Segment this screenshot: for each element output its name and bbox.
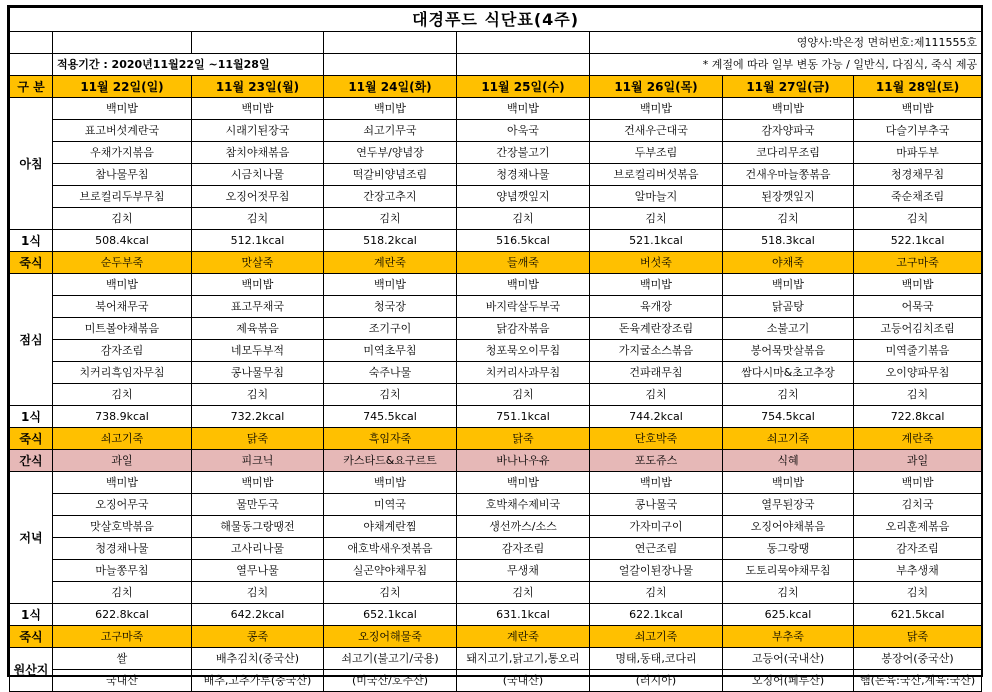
porridge-item: 쇠고기죽 — [723, 428, 854, 450]
snack-item: 식혜 — [723, 450, 854, 472]
notice-text: * 계절에 따라 일부 변동 가능 / 일반식, 다짐식, 죽식 제공 — [590, 54, 982, 76]
porridge-item: 고구마죽 — [854, 252, 982, 274]
menu-item: 오이양파무침 — [854, 362, 982, 384]
snack-item: 과일 — [854, 450, 982, 472]
breakfast-label: 아침 — [10, 98, 53, 230]
porridge-item: 흑임자죽 — [324, 428, 457, 450]
porridge-item: 쇠고기죽 — [53, 428, 192, 450]
porridge-item: 순두부죽 — [53, 252, 192, 274]
menu-item: 김치 — [854, 208, 982, 230]
origin-item: 국내산 — [53, 670, 192, 692]
kcal-value: 738.9kcal — [53, 406, 192, 428]
porridge-item: 오징어해물죽 — [324, 626, 457, 648]
menu-item: 백미밥 — [590, 98, 723, 120]
origin-item: 고등어(국내산) — [723, 648, 854, 670]
menu-item: 감자조림 — [854, 538, 982, 560]
menu-item: 야채계란찜 — [324, 516, 457, 538]
menu-item: 간장불고기 — [457, 142, 590, 164]
menu-item: 백미밥 — [324, 98, 457, 120]
breakfast-menu-row — [10, 164, 982, 186]
day-header: 11월 27일(금) — [723, 76, 854, 98]
menu-item: 백미밥 — [590, 472, 723, 494]
menu-item: 김치 — [53, 384, 192, 406]
lunch-menu-row — [10, 384, 982, 406]
menu-item: 소불고기 — [723, 318, 854, 340]
menu-item: 김치 — [590, 582, 723, 604]
kcal-value: 642.2kcal — [192, 604, 324, 626]
menu-item: 마늘쫑무침 — [53, 560, 192, 582]
menu-item: 건새우근대국 — [590, 120, 723, 142]
origin-item: 명태,동태,코다리 — [590, 648, 723, 670]
menu-item: 동그랑땡 — [723, 538, 854, 560]
kcal-value: 751.1kcal — [457, 406, 590, 428]
menu-item: 오징어야채볶음 — [723, 516, 854, 538]
menu-item: 아욱국 — [457, 120, 590, 142]
menu-item: 부추생채 — [854, 560, 982, 582]
porridge-item: 부추죽 — [723, 626, 854, 648]
porridge-item: 들깨죽 — [457, 252, 590, 274]
origin-item: 쇠고기(불고기/국용) — [324, 648, 457, 670]
menu-item: 고등어김치조림 — [854, 318, 982, 340]
menu-item: 백미밥 — [457, 98, 590, 120]
kcal-value: 518.3kcal — [723, 230, 854, 252]
menu-item: 코다리무조림 — [723, 142, 854, 164]
menu-item: 닭곰탕 — [723, 296, 854, 318]
breakfast-menu-row — [10, 98, 982, 120]
header-label: 구 분 — [10, 76, 53, 98]
dinner-menu-row — [10, 538, 982, 560]
menu-item: 백미밥 — [192, 472, 324, 494]
origin-item: 봉장어(중국산) — [854, 648, 982, 670]
origin-row — [10, 670, 982, 692]
menu-item: 백미밥 — [53, 472, 192, 494]
snack-item: 카스타드&요구르트 — [324, 450, 457, 472]
menu-item: 백미밥 — [723, 472, 854, 494]
menu-item: 육개장 — [590, 296, 723, 318]
origin-item: 쌀 — [53, 648, 192, 670]
menu-item: 청경채무침 — [854, 164, 982, 186]
porridge-item: 닭죽 — [192, 428, 324, 450]
menu-item: 죽순채조림 — [854, 186, 982, 208]
menu-item: 백미밥 — [590, 274, 723, 296]
menu-item: 돈육계란장조림 — [590, 318, 723, 340]
menu-item: 감자조림 — [53, 340, 192, 362]
period-label: 적용기간 : 2020년11월22일 ~11월28일 — [53, 54, 324, 76]
menu-item: 애호박새우젓볶음 — [324, 538, 457, 560]
one-meal-label: 1식 — [10, 604, 53, 626]
menu-item: 양념깻잎지 — [457, 186, 590, 208]
origin-item: (미국산/호주산) — [324, 670, 457, 692]
nutritionist-info: 영양사:박은정 면허번호:제111555호 — [590, 32, 982, 54]
kcal-value: 745.5kcal — [324, 406, 457, 428]
menu-item: 고사리나물 — [192, 538, 324, 560]
menu-item: 청경채나물 — [53, 538, 192, 560]
menu-item: 김치 — [192, 582, 324, 604]
lunch-menu-row — [10, 362, 982, 384]
menu-item: 네모두부적 — [192, 340, 324, 362]
menu-item: 떡갈비양념조림 — [324, 164, 457, 186]
dinner-menu-row — [10, 516, 982, 538]
porridge-label: 죽식 — [10, 626, 53, 648]
kcal-value: 522.1kcal — [854, 230, 982, 252]
lunch-label: 점심 — [10, 274, 53, 406]
menu-item: 청포묵오이무침 — [457, 340, 590, 362]
menu-item: 건새우마늘쫑볶음 — [723, 164, 854, 186]
day-header: 11월 24일(화) — [324, 76, 457, 98]
menu-item: 열무나물 — [192, 560, 324, 582]
dinner-kcal-row — [10, 604, 982, 626]
dinner-menu-row — [10, 472, 982, 494]
kcal-value: 625.kcal — [723, 604, 854, 626]
porridge-item: 쇠고기죽 — [590, 626, 723, 648]
lunch-menu-row — [10, 274, 982, 296]
menu-item: 맛살호박볶음 — [53, 516, 192, 538]
kcal-value: 732.2kcal — [192, 406, 324, 428]
menu-item: 가자미구이 — [590, 516, 723, 538]
menu-item: 다슬기부추국 — [854, 120, 982, 142]
page-title: 대경푸드 식단표(4주) — [10, 8, 982, 32]
menu-item: 미트볼야채볶음 — [53, 318, 192, 340]
menu-item: 치커리사과무침 — [457, 362, 590, 384]
origin-label: 원산지 — [10, 648, 53, 692]
dinner-label: 저녁 — [10, 472, 53, 604]
menu-item: 숙주나물 — [324, 362, 457, 384]
one-meal-label: 1식 — [10, 230, 53, 252]
menu-item: 청경채나물 — [457, 164, 590, 186]
day-header: 11월 22일(일) — [53, 76, 192, 98]
lunch-menu-row — [10, 318, 982, 340]
menu-item: 콩나물국 — [590, 494, 723, 516]
menu-item: 김치 — [854, 384, 982, 406]
origin-item: 돼지고기,닭고기,통오리 — [457, 648, 590, 670]
porridge-item: 야채죽 — [723, 252, 854, 274]
lunch-kcal-row — [10, 406, 982, 428]
kcal-value: 754.5kcal — [723, 406, 854, 428]
menu-item: 참치야채볶음 — [192, 142, 324, 164]
menu-item: 호박채수제비국 — [457, 494, 590, 516]
menu-item: 가지굴소스볶음 — [590, 340, 723, 362]
menu-item: 연근조림 — [590, 538, 723, 560]
lunch-porridge-row — [10, 428, 982, 450]
porridge-item: 고구마죽 — [53, 626, 192, 648]
menu-item: 백미밥 — [723, 98, 854, 120]
porridge-label: 죽식 — [10, 252, 53, 274]
menu-item: 김치 — [457, 384, 590, 406]
menu-item: 간장고추지 — [324, 186, 457, 208]
snack-item: 포도쥬스 — [590, 450, 723, 472]
day-header: 11월 28일(토) — [854, 76, 982, 98]
menu-item: 조기구이 — [324, 318, 457, 340]
menu-item: 열무된장국 — [723, 494, 854, 516]
menu-item: 백미밥 — [854, 274, 982, 296]
lunch-menu-row — [10, 296, 982, 318]
menu-item: 김치 — [723, 582, 854, 604]
menu-table — [9, 7, 982, 692]
menu-item: 참나물무침 — [53, 164, 192, 186]
menu-item: 오징어젓무침 — [192, 186, 324, 208]
dinner-porridge-row — [10, 626, 982, 648]
menu-item: 김치 — [457, 582, 590, 604]
porridge-item: 닭죽 — [854, 626, 982, 648]
menu-item: 알마늘지 — [590, 186, 723, 208]
menu-item: 김치 — [192, 384, 324, 406]
menu-item: 백미밥 — [324, 472, 457, 494]
menu-item: 마파두부 — [854, 142, 982, 164]
dinner-menu-row — [10, 494, 982, 516]
menu-item: 쌈다시마&초고추장 — [723, 362, 854, 384]
menu-item: 봉어묵맛살볶음 — [723, 340, 854, 362]
kcal-value: 631.1kcal — [457, 604, 590, 626]
menu-item: 얼갈이된장나물 — [590, 560, 723, 582]
lunch-menu-row — [10, 340, 982, 362]
menu-item: 물만두국 — [192, 494, 324, 516]
kcal-value: 652.1kcal — [324, 604, 457, 626]
menu-item: 바지락살두부국 — [457, 296, 590, 318]
breakfast-menu-row — [10, 142, 982, 164]
menu-item: 시래기된장국 — [192, 120, 324, 142]
menu-item: 브로컬리버섯볶음 — [590, 164, 723, 186]
menu-item: 김치 — [723, 208, 854, 230]
kcal-value: 622.8kcal — [53, 604, 192, 626]
origin-row — [10, 648, 982, 670]
menu-item: 도토리묵야채무침 — [723, 560, 854, 582]
origin-item: 배추김치(중국산) — [192, 648, 324, 670]
porridge-item: 단호박죽 — [590, 428, 723, 450]
menu-item: 백미밥 — [457, 472, 590, 494]
breakfast-menu-row — [10, 186, 982, 208]
menu-item: 연두부/양념장 — [324, 142, 457, 164]
kcal-value: 512.1kcal — [192, 230, 324, 252]
snack-item: 과일 — [53, 450, 192, 472]
kcal-value: 521.1kcal — [590, 230, 723, 252]
porridge-item: 계란죽 — [324, 252, 457, 274]
menu-item: 김치 — [324, 582, 457, 604]
menu-item: 청국장 — [324, 296, 457, 318]
porridge-item: 계란죽 — [457, 626, 590, 648]
menu-item: 오징어무국 — [53, 494, 192, 516]
kcal-value: 722.8kcal — [854, 406, 982, 428]
breakfast-porridge-row — [10, 252, 982, 274]
menu-item: 건파래무침 — [590, 362, 723, 384]
origin-item: (러시아) — [590, 670, 723, 692]
menu-item: 닭감자볶음 — [457, 318, 590, 340]
day-header-row — [10, 76, 982, 98]
origin-item: 오징어(페루산) — [723, 670, 854, 692]
kcal-value: 508.4kcal — [53, 230, 192, 252]
menu-item: 김치국 — [854, 494, 982, 516]
menu-item: 표고버섯계란국 — [53, 120, 192, 142]
menu-item: 백미밥 — [854, 98, 982, 120]
day-header: 11월 23일(월) — [192, 76, 324, 98]
snack-item: 피크닉 — [192, 450, 324, 472]
menu-item: 김치 — [590, 208, 723, 230]
snack-item: 바나나우유 — [457, 450, 590, 472]
kcal-value: 744.2kcal — [590, 406, 723, 428]
menu-item: 김치 — [457, 208, 590, 230]
menu-item: 표고무채국 — [192, 296, 324, 318]
menu-item: 김치 — [53, 208, 192, 230]
dinner-menu-row — [10, 582, 982, 604]
menu-item: 김치 — [324, 208, 457, 230]
porridge-item: 콩죽 — [192, 626, 324, 648]
origin-item: (국내산) — [457, 670, 590, 692]
porridge-item: 버섯죽 — [590, 252, 723, 274]
menu-item: 미역줄기볶음 — [854, 340, 982, 362]
kcal-value: 621.5kcal — [854, 604, 982, 626]
menu-item: 김치 — [590, 384, 723, 406]
menu-item: 제육볶음 — [192, 318, 324, 340]
kcal-value: 516.5kcal — [457, 230, 590, 252]
menu-item: 브로컬리두부무침 — [53, 186, 192, 208]
menu-item: 생선까스/소스 — [457, 516, 590, 538]
menu-item: 콩나물무침 — [192, 362, 324, 384]
kcal-value: 622.1kcal — [590, 604, 723, 626]
breakfast-menu-row — [10, 208, 982, 230]
menu-item: 두부조림 — [590, 142, 723, 164]
menu-item: 백미밥 — [324, 274, 457, 296]
menu-item: 북어채무국 — [53, 296, 192, 318]
menu-item: 백미밥 — [723, 274, 854, 296]
menu-item: 우채가지볶음 — [53, 142, 192, 164]
day-header: 11월 25일(수) — [457, 76, 590, 98]
menu-item: 감자양파국 — [723, 120, 854, 142]
menu-item: 해물동그랑땡전 — [192, 516, 324, 538]
snack-row — [10, 450, 982, 472]
menu-item: 쇠고기무국 — [324, 120, 457, 142]
menu-item: 백미밥 — [192, 274, 324, 296]
porridge-item: 맛살죽 — [192, 252, 324, 274]
menu-sheet — [7, 5, 983, 687]
menu-item: 김치 — [53, 582, 192, 604]
kcal-value: 518.2kcal — [324, 230, 457, 252]
menu-item: 실곤약야채무침 — [324, 560, 457, 582]
menu-item: 백미밥 — [53, 274, 192, 296]
menu-item: 백미밥 — [192, 98, 324, 120]
menu-item: 어묵국 — [854, 296, 982, 318]
menu-item: 김치 — [854, 582, 982, 604]
snack-label: 간식 — [10, 450, 53, 472]
menu-item: 김치 — [192, 208, 324, 230]
dinner-menu-row — [10, 560, 982, 582]
menu-item: 치커리흑임자무침 — [53, 362, 192, 384]
menu-item: 김치 — [723, 384, 854, 406]
menu-item: 백미밥 — [53, 98, 192, 120]
menu-item: 된장깻잎지 — [723, 186, 854, 208]
menu-item: 감자조림 — [457, 538, 590, 560]
menu-item: 김치 — [324, 384, 457, 406]
origin-item: 배추,고추가루(중국산) — [192, 670, 324, 692]
menu-item: 시금치나물 — [192, 164, 324, 186]
porridge-item: 닭죽 — [457, 428, 590, 450]
one-meal-label: 1식 — [10, 406, 53, 428]
origin-item: 햄(돈육:국산,계육:국산) — [854, 670, 982, 692]
menu-item: 백미밥 — [457, 274, 590, 296]
porridge-label: 죽식 — [10, 428, 53, 450]
breakfast-menu-row — [10, 120, 982, 142]
menu-item: 무생채 — [457, 560, 590, 582]
menu-item: 미역국 — [324, 494, 457, 516]
menu-item: 미역초무침 — [324, 340, 457, 362]
porridge-item: 계란죽 — [854, 428, 982, 450]
day-header: 11월 26일(목) — [590, 76, 723, 98]
menu-item: 오리훈제볶음 — [854, 516, 982, 538]
menu-item: 백미밥 — [854, 472, 982, 494]
breakfast-kcal-row — [10, 230, 982, 252]
